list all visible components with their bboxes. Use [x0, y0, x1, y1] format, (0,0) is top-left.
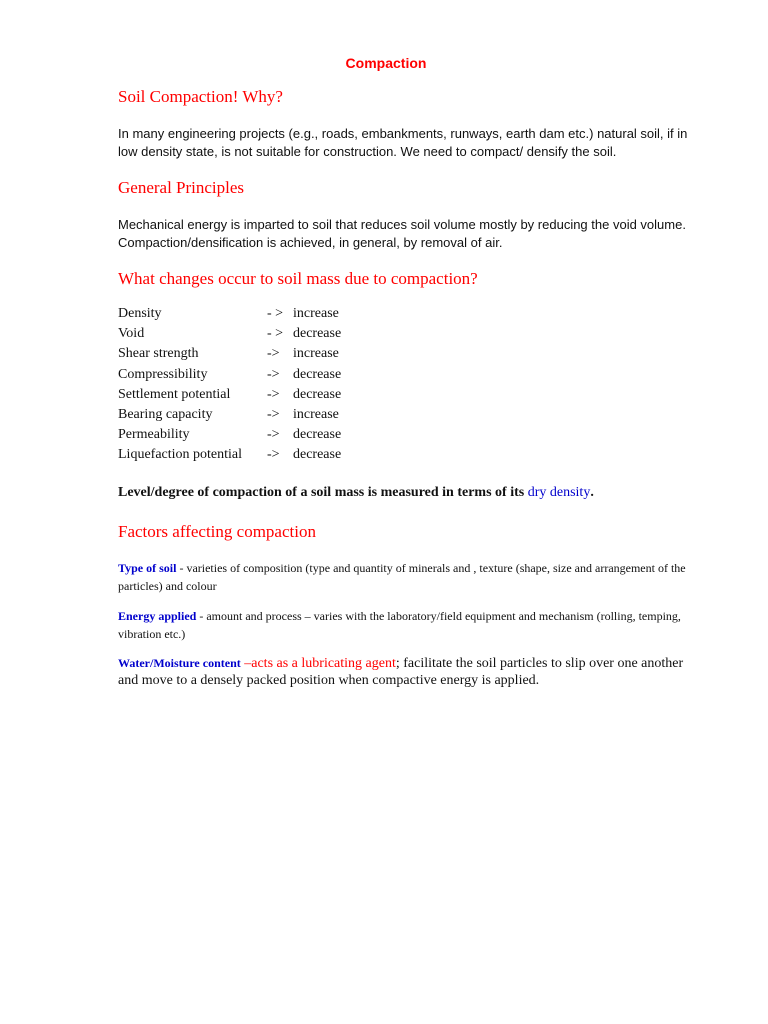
factor-item-moisture	[118, 655, 688, 689]
paragraph-why: In many engineering projects (e.g., roads, embankments, runways, earth dam etc.) natural soil, if in low density state, is not suitable for construction. We need to compact/ densify the soil.	[118, 126, 688, 159]
measure-text: Level/degree of compaction of a soil mass is measured in terms of its	[118, 485, 528, 500]
list-item	[118, 304, 418, 324]
property-name: Density	[118, 306, 162, 321]
arrow-symbol: - >	[267, 326, 284, 342]
factor-text: - amount and process – varies with the laboratory/field equipment and mechanism (rolling, temping, vibration etc.)	[118, 609, 681, 641]
property-name: Liquefaction potential	[118, 447, 243, 463]
arrow-symbol: ->	[267, 386, 280, 402]
arrow-symbol: ->	[267, 447, 280, 463]
factor-text: ; facilitate the soil particles to slip over one another and move to a densely packed position when compactive energy is applied.	[118, 656, 684, 688]
list-item	[118, 445, 418, 465]
arrow-symbol: - >	[267, 306, 284, 321]
list-item	[118, 405, 418, 425]
list-item	[118, 385, 418, 405]
list-item	[118, 344, 418, 364]
arrow-symbol: ->	[267, 427, 280, 443]
property-name: Void	[118, 326, 145, 342]
factor-label: Water/Moisture content	[118, 656, 241, 670]
factor-item-energy	[118, 607, 688, 643]
property-change: decrease	[293, 366, 342, 382]
section-heading-factors: Factors affecting compaction	[118, 522, 316, 541]
arrow-symbol: ->	[267, 366, 280, 382]
changes-list	[118, 304, 418, 466]
lubricating-agent-phrase: acts as a lubricating agent	[251, 656, 396, 671]
property-change: increase	[293, 406, 339, 422]
factor-item-soil-type	[118, 559, 688, 595]
factor-text: - varieties of composition (type and quantity of minerals and , texture (shape, size and arrangement of the particles) and colour	[118, 561, 686, 593]
page-title: Compaction	[345, 55, 427, 71]
dry-density-term: dry density	[527, 485, 591, 500]
property-name: Settlement potential	[118, 386, 231, 402]
property-change: decrease	[293, 427, 342, 443]
paragraph-principles: Mechanical energy is imparted to soil that reduces soil volume mostly by reducing the void volume. Compaction/densification is achieved, in general, by removal of air.	[118, 217, 686, 250]
property-change: increase	[293, 346, 339, 362]
measure-end: .	[590, 485, 594, 500]
property-change: decrease	[293, 326, 342, 342]
factor-label: Type of soil	[118, 561, 177, 575]
property-change: decrease	[293, 386, 342, 402]
section-heading-principles: General Principles	[118, 178, 245, 197]
list-item	[118, 425, 418, 445]
property-change: increase	[293, 306, 339, 321]
property-change: decrease	[293, 447, 342, 463]
factor-label: Energy applied	[118, 609, 197, 623]
property-name: Permeability	[118, 427, 190, 443]
arrow-symbol: ->	[267, 346, 280, 362]
section-heading-why: Soil Compaction! Why?	[118, 87, 283, 106]
property-name: Shear strength	[118, 346, 199, 362]
factor-dash: –	[240, 656, 252, 671]
list-item	[118, 324, 418, 344]
arrow-symbol: ->	[267, 406, 280, 422]
section-heading-changes: What changes occur to soil mass due to compaction?	[118, 269, 478, 288]
measure-statement	[118, 485, 594, 501]
property-name: Bearing capacity	[118, 406, 213, 422]
property-name: Compressibility	[118, 366, 208, 382]
list-item	[118, 365, 418, 385]
